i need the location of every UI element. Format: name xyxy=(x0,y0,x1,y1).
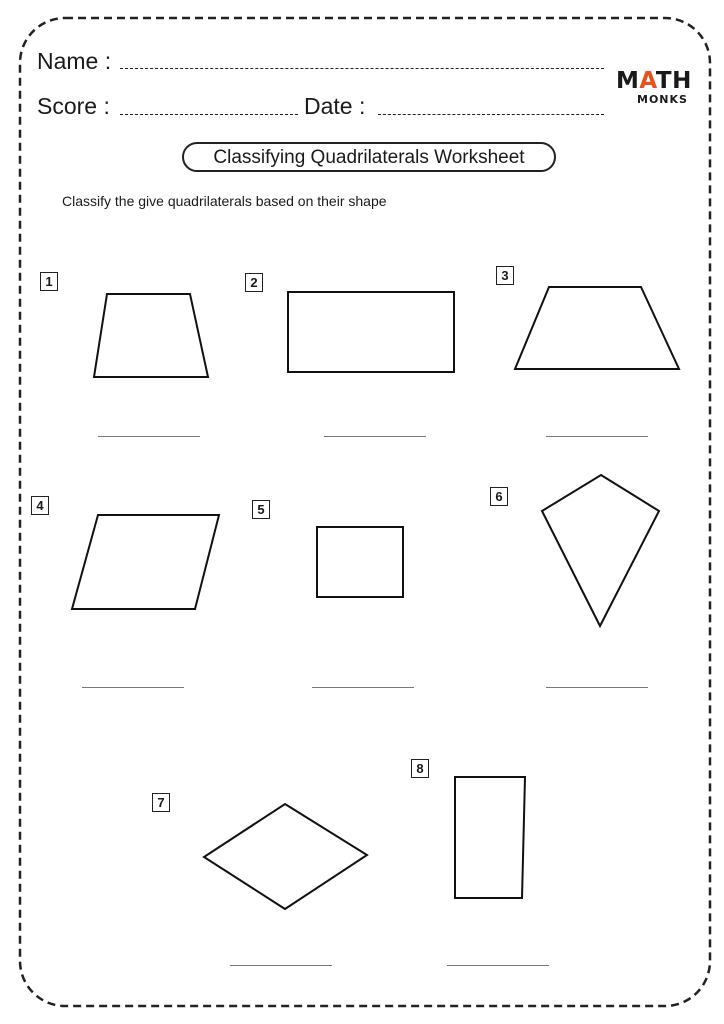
answer-line-4[interactable] xyxy=(82,687,184,688)
problem-number-7: 7 xyxy=(152,793,170,812)
problem-number-5: 5 xyxy=(252,500,270,519)
shape-3-trapezoid xyxy=(515,287,679,369)
logo-sub-text: MONKS xyxy=(637,93,688,106)
shape-1-trapezoid xyxy=(94,294,208,377)
answer-line-5[interactable] xyxy=(312,687,414,688)
problem-number-1: 1 xyxy=(40,272,58,291)
answer-line-7[interactable] xyxy=(230,965,332,966)
problem-number-4: 4 xyxy=(31,496,49,515)
problem-number-6: 6 xyxy=(490,487,508,506)
shape-7-rhombus xyxy=(204,804,367,909)
answer-line-2[interactable] xyxy=(324,436,426,437)
shape-6-kite xyxy=(542,475,659,626)
answer-line-8[interactable] xyxy=(447,965,549,966)
date-label: Date : xyxy=(304,93,366,119)
answer-line-6[interactable] xyxy=(546,687,648,688)
problem-number-3: 3 xyxy=(496,266,514,285)
shape-8-quadrilateral xyxy=(455,777,525,898)
problem-number-2: 2 xyxy=(245,273,263,292)
answer-line-3[interactable] xyxy=(546,436,648,437)
shape-4-parallelogram xyxy=(72,515,219,609)
logo-main-text: MATH xyxy=(616,68,692,94)
worksheet-title: Classifying Quadrilaterals Worksheet xyxy=(182,142,556,172)
score-label: Score : xyxy=(37,93,110,119)
shape-2-rectangle xyxy=(288,292,454,372)
problem-number-8: 8 xyxy=(411,759,429,778)
answer-line-1[interactable] xyxy=(98,436,200,437)
shape-5-rectangle xyxy=(317,527,403,597)
instruction-text: Classify the give quadrilaterals based on their shape xyxy=(62,193,387,209)
name-label: Name : xyxy=(37,48,112,74)
